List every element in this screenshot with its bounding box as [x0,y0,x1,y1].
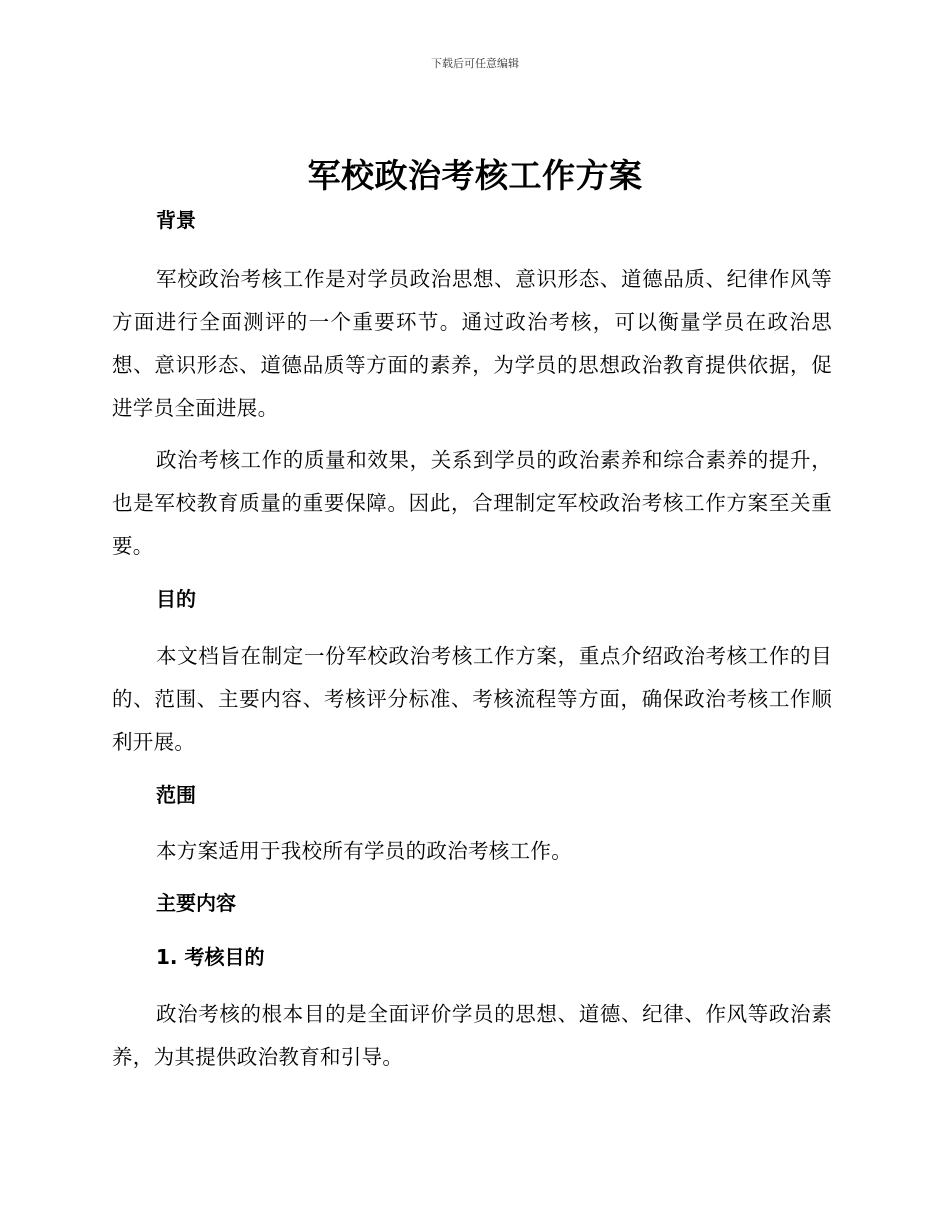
goal-paragraph: 本文档旨在制定一份军校政治考核工作方案，重点介绍政治考核工作的目的、范围、主要内容、考核评分标准、考核流程等方面，确保政治考核工作顺利开展。 [112,644,832,754]
assessment-purpose-paragraph: 政治考核的根本目的是全面评价学员的思想、道德、纪律、作风等政治素养，为其提供政治教育和引导。 [112,1002,832,1069]
header-note: 下载后可任意编辑 [431,57,519,70]
section-heading-goal: 目的 [156,587,196,611]
background-paragraph-1: 军校政治考核工作是对学员政治思想、意识形态、道德品质、纪律作风等方面进行全面测评的一个重要环节。通过政治考核，可以衡量学员在政治思想、意识形态、道德品质等方面的素养，为学员的思想政治教育提供依据，促进学员全面进展。 [112,267,832,420]
document-body [112,205,832,1079]
section-heading-background: 背景 [156,208,196,232]
background-paragraph-2: 政治考核工作的质量和效果，关系到学员的政治素养和综合素养的提升，也是军校教育质量的重要保障。因此，合理制定军校政治考核工作方案至关重要。 [112,448,832,558]
document-title: 军校政治考核工作方案 [307,156,643,195]
section-heading-main-content: 主要内容 [156,891,236,915]
section-heading-scope: 范围 [156,783,196,807]
subsection-heading-assessment-purpose: 1. 考核目的 [156,945,265,969]
scope-paragraph: 本方案适用于我校所有学员的政治考核工作。 [156,839,572,863]
